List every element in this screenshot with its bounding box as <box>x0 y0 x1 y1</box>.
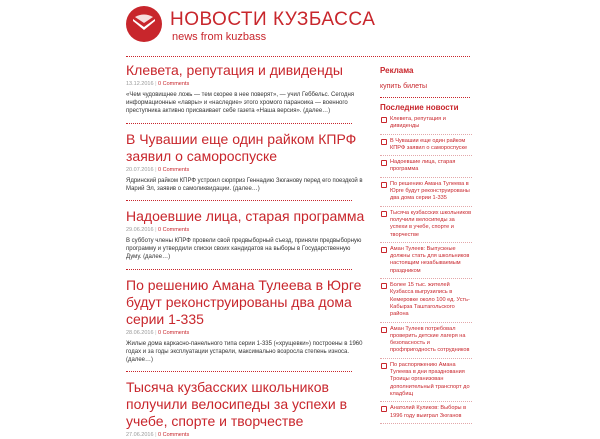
recent-news-item[interactable] <box>380 362 472 402</box>
recent-news-item[interactable] <box>380 116 472 135</box>
bullet-square-icon <box>381 211 387 217</box>
read-more-link[interactable]: (далее…) <box>232 185 260 192</box>
recent-news-list <box>380 116 472 424</box>
recent-news-label: Анатолий Куликов: Выборы в 1996 году выиграл Зюганов <box>390 405 467 419</box>
bullet-square-icon <box>381 247 387 253</box>
site-title[interactable]: НОВОСТИ КУЗБАССА <box>170 9 376 30</box>
post-meta <box>126 227 366 234</box>
post-list <box>126 62 366 439</box>
post-date: 20.07.2016 <box>126 166 154 173</box>
bullet-square-icon <box>381 283 387 289</box>
post-excerpt-text: Жилые дома каркасно-панельного типа серии 1-335 («хрущевки») построены в 1960 годах и за годы эксплуатации устарели, максимально возросла степень износа. <box>126 340 363 355</box>
meta-separator: | <box>155 81 157 87</box>
sidebar-divider <box>380 97 470 98</box>
recent-news-item[interactable] <box>380 405 472 424</box>
meta-separator: | <box>155 329 157 336</box>
post-date: 27.06.2016 <box>126 432 154 439</box>
recent-news-item[interactable] <box>380 282 472 322</box>
post-item <box>126 62 366 124</box>
post-item <box>126 379 366 439</box>
post-title-link[interactable]: Тысяча кузбасских школьников получили велосипеды за успехи в учебе, спорте и творчестве <box>126 379 348 430</box>
post-title-link[interactable]: Надоевшие лица, старая программа <box>126 208 365 225</box>
post-excerpt <box>126 340 366 365</box>
recent-news-item[interactable] <box>380 210 472 243</box>
post-divider <box>126 200 352 201</box>
post-comments-link[interactable]: 0 Comments <box>158 329 190 336</box>
recent-news-label: В Чувашии еще один райком КПРФ заявил о самороспуске <box>390 137 468 151</box>
ads-heading: Реклама <box>380 66 414 75</box>
recent-news-label: Надоевшие лица, старая программа <box>390 159 456 173</box>
post-item <box>126 208 366 270</box>
bullet-square-icon <box>381 117 387 123</box>
post-excerpt <box>126 91 366 116</box>
post-meta <box>126 432 366 439</box>
read-more-link[interactable]: (далее…) <box>143 254 171 261</box>
read-more-link[interactable]: (далее…) <box>303 108 331 115</box>
site-header <box>126 6 476 54</box>
post-excerpt-text: Ядринский райком КПРФ устроил сюрприз Геннадию Зюганову перед его поездкой в Марий Эл, заявив о самоликвидации. <box>126 177 363 192</box>
site-subtitle: news from kuzbass <box>172 31 267 43</box>
post-comments-link[interactable]: 0 Comments <box>158 227 190 234</box>
post-excerpt <box>126 237 366 262</box>
recent-news-item[interactable] <box>380 246 472 279</box>
post-comments-link[interactable]: 0 Comments <box>158 166 190 173</box>
recent-news-label: Более 15 тыс. жителей Кузбасса выгрузились в Кемеровке около 100 ед. Усть-Кабырза Таштагольского района <box>390 282 470 318</box>
header-divider <box>126 56 470 57</box>
recent-news-heading: Последние новости <box>380 103 459 112</box>
post-date: 28.06.2016 <box>126 329 154 336</box>
meta-separator: | <box>155 227 157 234</box>
post-comments-link[interactable]: 0 Comments <box>158 432 190 439</box>
recent-news-label: Тысяча кузбасских школьников получили велосипеды за успехи в учебе, спорте и творчестве <box>390 209 472 238</box>
post-item <box>126 131 366 201</box>
post-excerpt-text: «Чем чудовищнее ложь — тем скорее в нее поверят», — учил Геббельс. Сегодня информационные «лавры» и «наследие» этого хромого параноика — военного преступника активно присваивает себе газета «Наша версия». <box>126 92 355 115</box>
recent-news-item[interactable] <box>380 159 472 178</box>
post-date: 13.12.2016 <box>126 81 154 87</box>
post-date: 29.06.2016 <box>126 227 154 234</box>
post-item <box>126 277 366 373</box>
envelope-bird-icon[interactable] <box>126 6 162 42</box>
buy-tickets-link[interactable]: купить билеты <box>380 83 428 90</box>
recent-news-label: Клевета, репутация и дивиденды <box>390 116 446 130</box>
bullet-square-icon <box>381 139 387 145</box>
recent-news-item[interactable] <box>380 326 472 359</box>
post-excerpt <box>126 177 366 193</box>
recent-news-item[interactable] <box>380 181 472 207</box>
post-title-link[interactable]: По решению Амана Тулеева в Юрге будут реконструированы два дома серии 1-335 <box>126 276 362 327</box>
post-divider <box>126 123 352 124</box>
bullet-square-icon <box>381 363 387 369</box>
recent-news-label: По решению Амана Тулеева в Юрге будут реконструированы два дома серии 1-335 <box>390 180 470 202</box>
bullet-square-icon <box>381 327 387 333</box>
recent-news-item[interactable] <box>380 138 472 157</box>
post-title-link[interactable]: Клевета, репутация и дивиденды <box>126 62 343 78</box>
post-meta <box>126 81 366 88</box>
meta-separator: | <box>155 166 157 173</box>
post-excerpt-text: В субботу члены КПРФ провели свой предвыборный съезд, приняли предвыборную программу и утвердили списки своих кандидатов на выборы в Государственную Думу. <box>126 238 362 261</box>
bullet-square-icon <box>381 406 387 412</box>
read-more-link[interactable]: (далее…) <box>126 357 154 364</box>
post-divider <box>126 269 352 270</box>
post-divider <box>126 371 352 372</box>
bullet-square-icon <box>381 160 387 166</box>
recent-news-label: Аман Тулеев: Выпускные должны стать для школьников настоящим незабываемым праздником <box>390 245 470 274</box>
post-comments-link[interactable]: 0 Comments <box>158 81 190 87</box>
post-title-link[interactable]: В Чувашии еще один райком КПРФ заявил о самороспуске <box>126 130 357 164</box>
sidebar <box>380 66 472 427</box>
meta-separator: | <box>155 432 157 439</box>
recent-news-label: Аман Тулеев потребовал проверить детские лагеря на безопасность и профпригодность сотрудников <box>390 325 470 354</box>
post-meta <box>126 167 366 174</box>
bullet-square-icon <box>381 182 387 188</box>
post-meta <box>126 330 366 337</box>
recent-news-label: По распоряжению Амана Тулеева в дни празднования Троицы организован дополнительный транспорт до кладбищ <box>390 361 470 397</box>
